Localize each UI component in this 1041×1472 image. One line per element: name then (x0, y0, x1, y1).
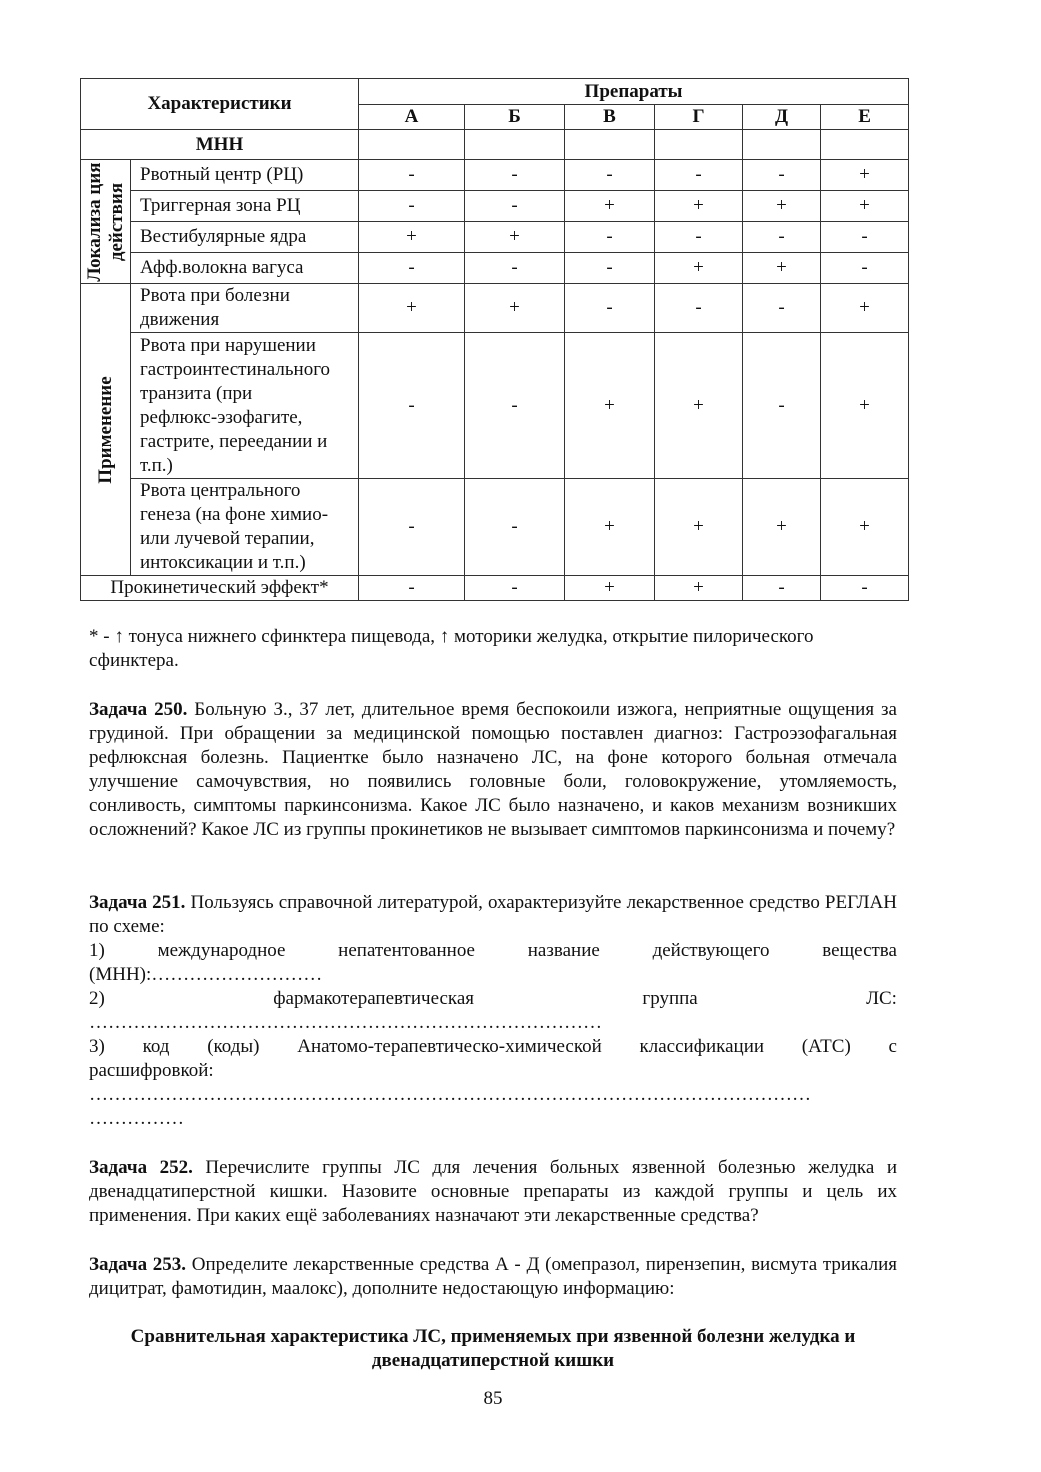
table-cell: - (465, 160, 565, 191)
row-label: Вестибулярные ядра (131, 222, 359, 253)
column-header: Д (743, 105, 821, 130)
row-label: Рвота центрального генеза (на фоне химио- или лучевой терапии, интоксикации и т.п.) (131, 479, 359, 576)
task-251-item-2: 2) фармакотерапевтическая группа ЛС: (89, 988, 897, 1009)
table-cell: + (655, 253, 743, 284)
table-cell: - (655, 222, 743, 253)
task-title: Задача 251. (89, 892, 186, 913)
table-cell: + (565, 191, 655, 222)
footnote: * - ↑ тонуса нижнего сфинктера пищевода, ↑ моторики желудка, открытие пилорического сфинктера. (89, 626, 814, 671)
task-251-dots: …………………………………………………………………………………………………… (89, 1084, 811, 1105)
mnn-row-label: МНН (81, 130, 359, 160)
table-cell: + (359, 284, 465, 333)
column-header: Е (821, 105, 909, 130)
task-text: Больную З., 37 лет, длительное время беспокоили изжога, неприятные ощущения за грудиной. При обращении за медицинской помощью поставлен диагноз: Гастроэзофагальная рефлюксная болезнь. Пациентке было назначено ЛС, на фоне которого больная отмечала улучшение самочувствия, но появились головные боли, головокружение, утомляемость, сонливость, симптомы паркинсонизма. Какое ЛС было назначено, и каков механизм возникших осложнений? Какое ЛС из группы прокинетиков не вызывает симптомов паркинсонизма и почему? (89, 699, 897, 840)
task-title: Задача 252. (89, 1157, 193, 1178)
table-cell: + (655, 191, 743, 222)
table-cell: + (743, 479, 821, 576)
row-label: Афф.волокна вагуса (131, 253, 359, 284)
row-label: Рвота при нарушении гастроинтестинального транзита (при рефлюкс-эзофагите, гастрите, переедании и т.п.) (131, 333, 359, 479)
table-row (81, 222, 909, 253)
table-cell: + (743, 253, 821, 284)
column-header: В (565, 105, 655, 130)
page-number: 85 (483, 1388, 503, 1409)
task-title: Задача 250. (89, 699, 188, 720)
table-cell: - (743, 333, 821, 479)
table-cell: + (465, 222, 565, 253)
table-cell: - (565, 222, 655, 253)
header-drugs: Препараты (359, 79, 909, 105)
column-header: Б (465, 105, 565, 130)
table-cell: + (565, 333, 655, 479)
table-cell: - (465, 253, 565, 284)
task-text: Определите лекарственные средства А - Д (омепразол, пирензепин, висмута трикалия дицитрат, фамотидин, маалокс), дополните недостающую информацию: (89, 1254, 897, 1299)
table-cell: - (743, 222, 821, 253)
table-cell: + (655, 576, 743, 601)
table-row (81, 191, 909, 222)
task-252 (89, 1156, 897, 1228)
table-row (81, 160, 909, 191)
table-cell: - (655, 160, 743, 191)
task-251-item-2-cont: ……………………………………………………………………… (89, 1012, 602, 1033)
task-251-intro (89, 891, 897, 939)
table-cell: - (655, 284, 743, 333)
table-row (81, 284, 909, 333)
table-cell: + (743, 191, 821, 222)
table-cell: + (821, 160, 909, 191)
task-251-item-3: 3) код (коды) Анатомо-терапевтическо-химической классификации (АТС) с (89, 1036, 897, 1057)
table-cell: + (565, 576, 655, 601)
table-cell: - (359, 191, 465, 222)
table-row (81, 253, 909, 284)
drug-comparison-table (80, 78, 909, 601)
header-characteristics: Характеристики (81, 79, 359, 130)
table-cell: - (359, 160, 465, 191)
table-cell: + (821, 284, 909, 333)
column-header: Г (655, 105, 743, 130)
table-cell: + (821, 333, 909, 479)
section-heading: Сравнительная характеристика ЛС, применяемых при язвенной болезни желудка и двенадцатиперстной кишки (130, 1326, 856, 1371)
task-251 (89, 891, 897, 1131)
table-row (81, 479, 909, 576)
task-253 (89, 1253, 897, 1301)
table-cell: - (821, 253, 909, 284)
column-header: А (359, 105, 465, 130)
table-cell: + (821, 191, 909, 222)
row-label: Рвота при болезни движения (131, 284, 359, 333)
table-cell: - (465, 576, 565, 601)
table-cell: - (743, 160, 821, 191)
table-cell: - (821, 222, 909, 253)
table-cell: - (565, 284, 655, 333)
table-cell: + (655, 333, 743, 479)
table-cell: + (465, 284, 565, 333)
table-cell: + (655, 479, 743, 576)
table-cell: - (821, 576, 909, 601)
table-cell: - (565, 253, 655, 284)
row-label: Рвотный центр (РЦ) (131, 160, 359, 191)
table-cell: - (465, 479, 565, 576)
task-251-item-3-cont: расшифровкой: (89, 1060, 214, 1081)
table-cell: - (359, 479, 465, 576)
table-cell: + (359, 222, 465, 253)
task-250 (89, 698, 897, 842)
task-251-item-1-cont: (МНН):……………………… (89, 964, 323, 985)
table-cell: - (743, 284, 821, 333)
row-label: Триггерная зона РЦ (131, 191, 359, 222)
table-cell: + (565, 479, 655, 576)
table-cell: - (743, 576, 821, 601)
task-251-item-1: 1) международное непатентованное название действующего вещества (89, 940, 897, 961)
task-text: Пользуясь справочной литературой, охарактеризуйте лекарственное средство РЕГЛАН по схеме: (89, 892, 897, 937)
group-application-label: Применение (81, 284, 131, 576)
table-cell: - (465, 191, 565, 222)
group-localization-label: Локализа ция действия (81, 160, 131, 284)
table-row (81, 333, 909, 479)
task-251-dots: …………… (89, 1108, 184, 1129)
table-cell: - (465, 333, 565, 479)
table-row (81, 576, 909, 601)
table-cell: + (821, 479, 909, 576)
task-title: Задача 253. (89, 1254, 187, 1275)
table-cell: - (359, 253, 465, 284)
table-cell: - (359, 576, 465, 601)
task-text: Перечислите группы ЛС для лечения больных язвенной болезнью желудка и двенадцатиперстной кишки. Назовите основные препараты из каждой группы и цель их применения. При каких ещё заболеваниях назначают эти лекарственные средства? (89, 1157, 897, 1226)
table-cell: - (565, 160, 655, 191)
table-cell: - (359, 333, 465, 479)
row-label-prokinetic: Прокинетический эффект* (81, 576, 359, 601)
